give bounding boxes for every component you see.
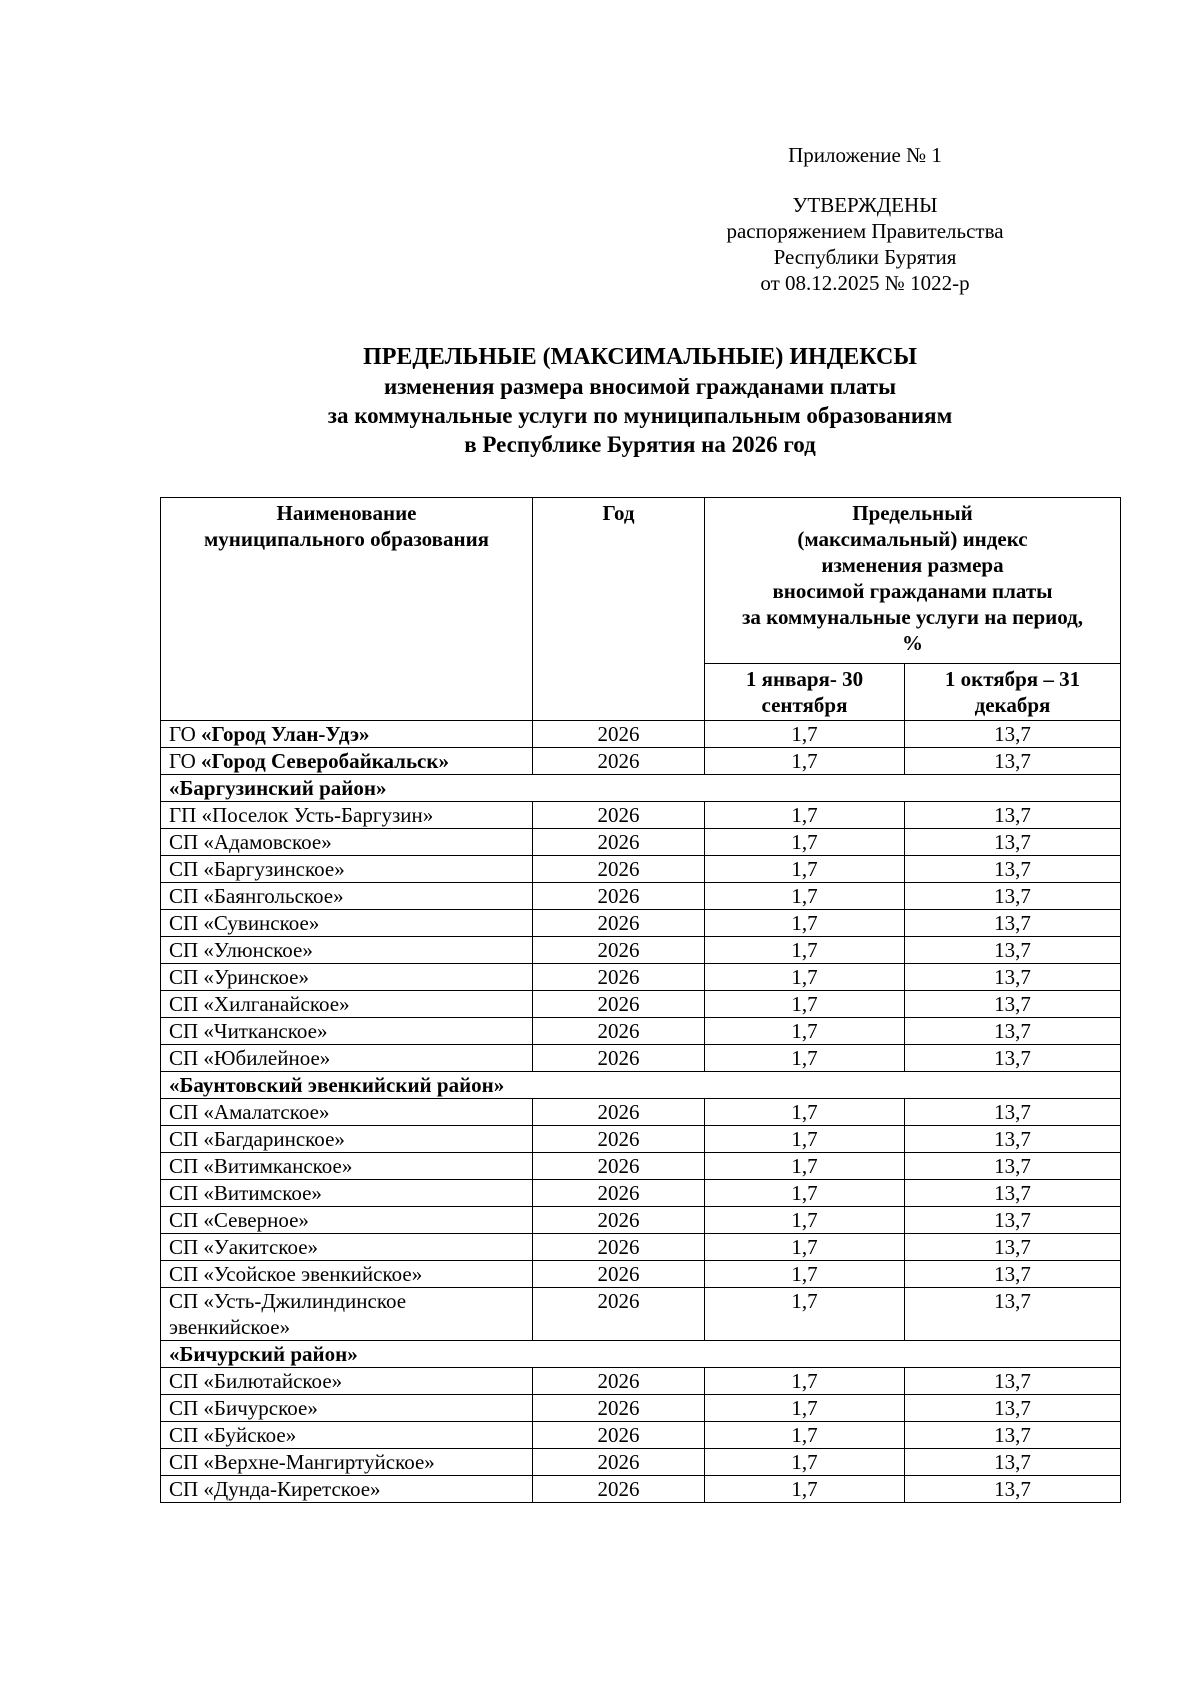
- municipality-cell: [161, 1018, 533, 1045]
- year-cell: 2026: [533, 802, 705, 829]
- index-period-2-cell: 13,7: [905, 1288, 1121, 1341]
- table-row: [161, 802, 1121, 829]
- municipality-cell: [161, 883, 533, 910]
- municipality-cell: [161, 1476, 533, 1503]
- header-index-line: Предельный: [852, 501, 973, 525]
- district-name: «Баунтовский эвенкийский район»: [161, 1072, 1121, 1099]
- municipality-name: ГП «Поселок Усть-Баргузин»: [169, 803, 434, 827]
- index-period-1-cell: 1,7: [705, 856, 905, 883]
- index-period-1-cell: 1,7: [705, 1395, 905, 1422]
- municipality-cell: [161, 1234, 533, 1261]
- municipality-name: СП «Адамовское»: [169, 830, 332, 854]
- index-period-2-cell: 13,7: [905, 1207, 1121, 1234]
- header-index: [705, 498, 1121, 664]
- index-period-2-cell: 13,7: [905, 1261, 1121, 1288]
- header-index-line: за коммунальные услуги на период,: [741, 605, 1084, 629]
- index-period-1-cell: 1,7: [705, 1476, 905, 1503]
- index-period-2-cell: 13,7: [905, 1153, 1121, 1180]
- year-cell: 2026: [533, 1207, 705, 1234]
- year-cell: 2026: [533, 1018, 705, 1045]
- index-period-2-cell: 13,7: [905, 1234, 1121, 1261]
- municipality-name: СП «Баянгольское»: [169, 884, 344, 908]
- table-row: [161, 829, 1121, 856]
- index-period-2-cell: 13,7: [905, 748, 1121, 775]
- district-group-row: [161, 1341, 1121, 1368]
- district-group-row: [161, 775, 1121, 802]
- header-period-2-line: 1 октября – 31: [944, 666, 1081, 691]
- index-period-1-cell: 1,7: [705, 748, 905, 775]
- municipality-cell: [161, 721, 533, 748]
- approved-label: УТВЕРЖДЕНЫ: [792, 193, 938, 217]
- index-period-2-cell: 13,7: [905, 829, 1121, 856]
- index-period-2-cell: 13,7: [905, 1126, 1121, 1153]
- year-cell: 2026: [533, 1099, 705, 1126]
- index-period-1-cell: 1,7: [705, 1018, 905, 1045]
- table-row: [161, 1422, 1121, 1449]
- municipality-cell: [161, 1288, 533, 1341]
- year-cell: 2026: [533, 1449, 705, 1476]
- index-period-1-cell: 1,7: [705, 1153, 905, 1180]
- year-cell: 2026: [533, 748, 705, 775]
- municipality-name: «Город Улан-Удэ»: [201, 722, 370, 746]
- municipality-cell: [161, 1045, 533, 1072]
- header-period-1: [705, 663, 905, 720]
- municipality-name: СП «Амалатское»: [169, 1100, 330, 1124]
- table-row: [161, 721, 1121, 748]
- header-index-line: изменения размера: [821, 553, 1004, 577]
- index-period-2-cell: 13,7: [905, 856, 1121, 883]
- index-period-1-cell: 1,7: [705, 721, 905, 748]
- municipality-name: СП «Баргузинское»: [169, 857, 345, 881]
- year-cell: 2026: [533, 829, 705, 856]
- header-name: [161, 498, 533, 721]
- header-name-line: Наименование: [276, 501, 417, 525]
- table-row: [161, 1018, 1121, 1045]
- header-period-2-line: декабря: [974, 692, 1051, 717]
- table-row: [161, 1449, 1121, 1476]
- municipality-cell: [161, 802, 533, 829]
- year-cell: 2026: [533, 991, 705, 1018]
- index-period-1-cell: 1,7: [705, 991, 905, 1018]
- year-cell: 2026: [533, 1126, 705, 1153]
- index-period-2-cell: 13,7: [905, 802, 1121, 829]
- municipality-name: «Город Северобайкальск»: [201, 749, 449, 773]
- municipality-cell: [161, 1261, 533, 1288]
- indices-table: [160, 497, 1121, 1503]
- year-cell: 2026: [533, 1395, 705, 1422]
- header-index-line: %: [902, 631, 923, 655]
- year-cell: 2026: [533, 1288, 705, 1341]
- municipality-cell: [161, 991, 533, 1018]
- year-cell: 2026: [533, 1476, 705, 1503]
- municipality-cell: [161, 1207, 533, 1234]
- municipality-cell: [161, 1368, 533, 1395]
- title-line-4: в Республике Бурятия на 2026 год: [464, 432, 816, 457]
- table-row: [161, 883, 1121, 910]
- index-period-2-cell: 13,7: [905, 721, 1121, 748]
- municipality-name: СП «Бичурское»: [169, 1396, 318, 1420]
- index-period-2-cell: 13,7: [905, 1395, 1121, 1422]
- municipality-type: ГО: [169, 722, 202, 746]
- approval-date-number: от 08.12.2025 № 1022-р: [760, 271, 970, 295]
- title-line-2: изменения размера вносимой гражданами платы: [383, 374, 897, 399]
- municipality-name: СП «Уринское»: [169, 965, 309, 989]
- district-group-row: [161, 1072, 1121, 1099]
- municipality-cell: [161, 1153, 533, 1180]
- table-row: [161, 748, 1121, 775]
- index-period-1-cell: 1,7: [705, 802, 905, 829]
- municipality-name: СП «Уакитское»: [169, 1235, 319, 1259]
- index-period-2-cell: 13,7: [905, 883, 1121, 910]
- municipality-cell: [161, 748, 533, 775]
- index-period-1-cell: 1,7: [705, 1180, 905, 1207]
- header-period-1-line: сентября: [761, 692, 848, 717]
- title-line-3: за коммунальные услуги по муниципальным образованиям: [327, 403, 953, 428]
- municipality-type: ГО: [169, 749, 202, 773]
- municipality-name: СП «Дунда-Киретское»: [169, 1477, 381, 1501]
- table-row: [161, 1395, 1121, 1422]
- year-cell: 2026: [533, 1234, 705, 1261]
- municipality-name: СП «Северное»: [169, 1208, 309, 1232]
- index-period-1-cell: 1,7: [705, 1368, 905, 1395]
- year-cell: 2026: [533, 964, 705, 991]
- index-period-2-cell: 13,7: [905, 1368, 1121, 1395]
- municipality-name: СП «Верхне-Мангиртуйское»: [169, 1450, 435, 1474]
- approved-by-line1: распоряжением Правительства: [726, 219, 1004, 243]
- table-row: [161, 1261, 1121, 1288]
- municipality-cell: [161, 1180, 533, 1207]
- index-period-1-cell: 1,7: [705, 1045, 905, 1072]
- approval-block: [700, 142, 1030, 296]
- header-year: Год: [533, 498, 705, 721]
- index-period-2-cell: 13,7: [905, 1180, 1121, 1207]
- municipality-cell: [161, 1449, 533, 1476]
- table-body: [161, 721, 1121, 1503]
- index-period-1-cell: 1,7: [705, 1234, 905, 1261]
- index-period-1-cell: 1,7: [705, 910, 905, 937]
- district-name: «Баргузинский район»: [161, 775, 1121, 802]
- index-period-1-cell: 1,7: [705, 1207, 905, 1234]
- index-period-1-cell: 1,7: [705, 1261, 905, 1288]
- table-row: [161, 910, 1121, 937]
- municipality-name: СП «Хилганайское»: [169, 992, 350, 1016]
- index-period-2-cell: 13,7: [905, 1045, 1121, 1072]
- year-cell: 2026: [533, 856, 705, 883]
- year-cell: 2026: [533, 1153, 705, 1180]
- municipality-cell: [161, 910, 533, 937]
- table-row: [161, 1099, 1121, 1126]
- header-period-2: [905, 663, 1121, 720]
- index-period-1-cell: 1,7: [705, 937, 905, 964]
- year-cell: 2026: [533, 1368, 705, 1395]
- municipality-cell: [161, 964, 533, 991]
- municipality-cell: [161, 1099, 533, 1126]
- municipality-name: СП «Читканское»: [169, 1019, 328, 1043]
- index-period-1-cell: 1,7: [705, 829, 905, 856]
- municipality-name: СП «Юбилейное»: [169, 1046, 331, 1070]
- index-period-2-cell: 13,7: [905, 1018, 1121, 1045]
- index-period-2-cell: 13,7: [905, 1099, 1121, 1126]
- year-cell: 2026: [533, 1422, 705, 1449]
- index-period-1-cell: 1,7: [705, 1288, 905, 1341]
- appendix-label: Приложение № 1: [788, 143, 942, 167]
- index-period-2-cell: 13,7: [905, 910, 1121, 937]
- index-period-2-cell: 13,7: [905, 964, 1121, 991]
- table-row: [161, 1153, 1121, 1180]
- year-cell: 2026: [533, 910, 705, 937]
- district-name: «Бичурский район»: [161, 1341, 1121, 1368]
- index-period-2-cell: 13,7: [905, 1476, 1121, 1503]
- index-period-1-cell: 1,7: [705, 1422, 905, 1449]
- index-period-1-cell: 1,7: [705, 883, 905, 910]
- index-period-1-cell: 1,7: [705, 1449, 905, 1476]
- index-period-1-cell: 1,7: [705, 1126, 905, 1153]
- year-cell: 2026: [533, 1180, 705, 1207]
- year-cell: 2026: [533, 721, 705, 748]
- municipality-name: СП «Витимканское»: [169, 1154, 353, 1178]
- index-period-2-cell: 13,7: [905, 1422, 1121, 1449]
- table-row: [161, 1368, 1121, 1395]
- table-row: [161, 1045, 1121, 1072]
- table-row: [161, 937, 1121, 964]
- municipality-cell: [161, 1422, 533, 1449]
- municipality-name: СП «Багдаринское»: [169, 1127, 345, 1151]
- table-row: [161, 856, 1121, 883]
- table-row: [161, 1476, 1121, 1503]
- index-period-1-cell: 1,7: [705, 964, 905, 991]
- title-line-1: ПРЕДЕЛЬНЫЕ (МАКСИМАЛЬНЫЕ) ИНДЕКСЫ: [363, 344, 917, 370]
- index-period-2-cell: 13,7: [905, 991, 1121, 1018]
- header-index-line: (максимальный) индекс: [797, 527, 1028, 551]
- table-row: [161, 991, 1121, 1018]
- municipality-cell: [161, 829, 533, 856]
- municipality-name: СП «Усойское эвенкийское»: [169, 1262, 423, 1286]
- municipality-cell: [161, 1126, 533, 1153]
- table-row: [161, 1126, 1121, 1153]
- table-row: [161, 1180, 1121, 1207]
- year-cell: 2026: [533, 1045, 705, 1072]
- municipality-cell: [161, 856, 533, 883]
- table-row: [161, 1207, 1121, 1234]
- header-name-line: муниципального образования: [203, 527, 490, 551]
- municipality-cell: [161, 1395, 533, 1422]
- index-period-1-cell: 1,7: [705, 1099, 905, 1126]
- index-period-2-cell: 13,7: [905, 1449, 1121, 1476]
- municipality-cell: [161, 937, 533, 964]
- municipality-name: СП «Сувинское»: [169, 911, 320, 935]
- year-cell: 2026: [533, 883, 705, 910]
- header-index-line: вносимой гражданами платы: [772, 579, 1053, 603]
- table-row: [161, 1234, 1121, 1261]
- municipality-name: СП «Билютайское»: [169, 1369, 343, 1393]
- approved-by-line2: Республики Бурятия: [773, 245, 957, 269]
- municipality-name: СП «Улюнское»: [169, 938, 313, 962]
- table-row: [161, 1288, 1121, 1341]
- year-cell: 2026: [533, 937, 705, 964]
- index-period-2-cell: 13,7: [905, 937, 1121, 964]
- document-title: [160, 343, 1120, 459]
- year-cell: 2026: [533, 1261, 705, 1288]
- header-period-1-line: 1 января- 30: [745, 666, 864, 691]
- municipality-name: СП «Буйское»: [169, 1423, 297, 1447]
- municipality-name: СП «Усть-Джилиндинское эвенкийское»: [169, 1289, 407, 1339]
- municipality-name: СП «Витимское»: [169, 1181, 322, 1205]
- table-row: [161, 964, 1121, 991]
